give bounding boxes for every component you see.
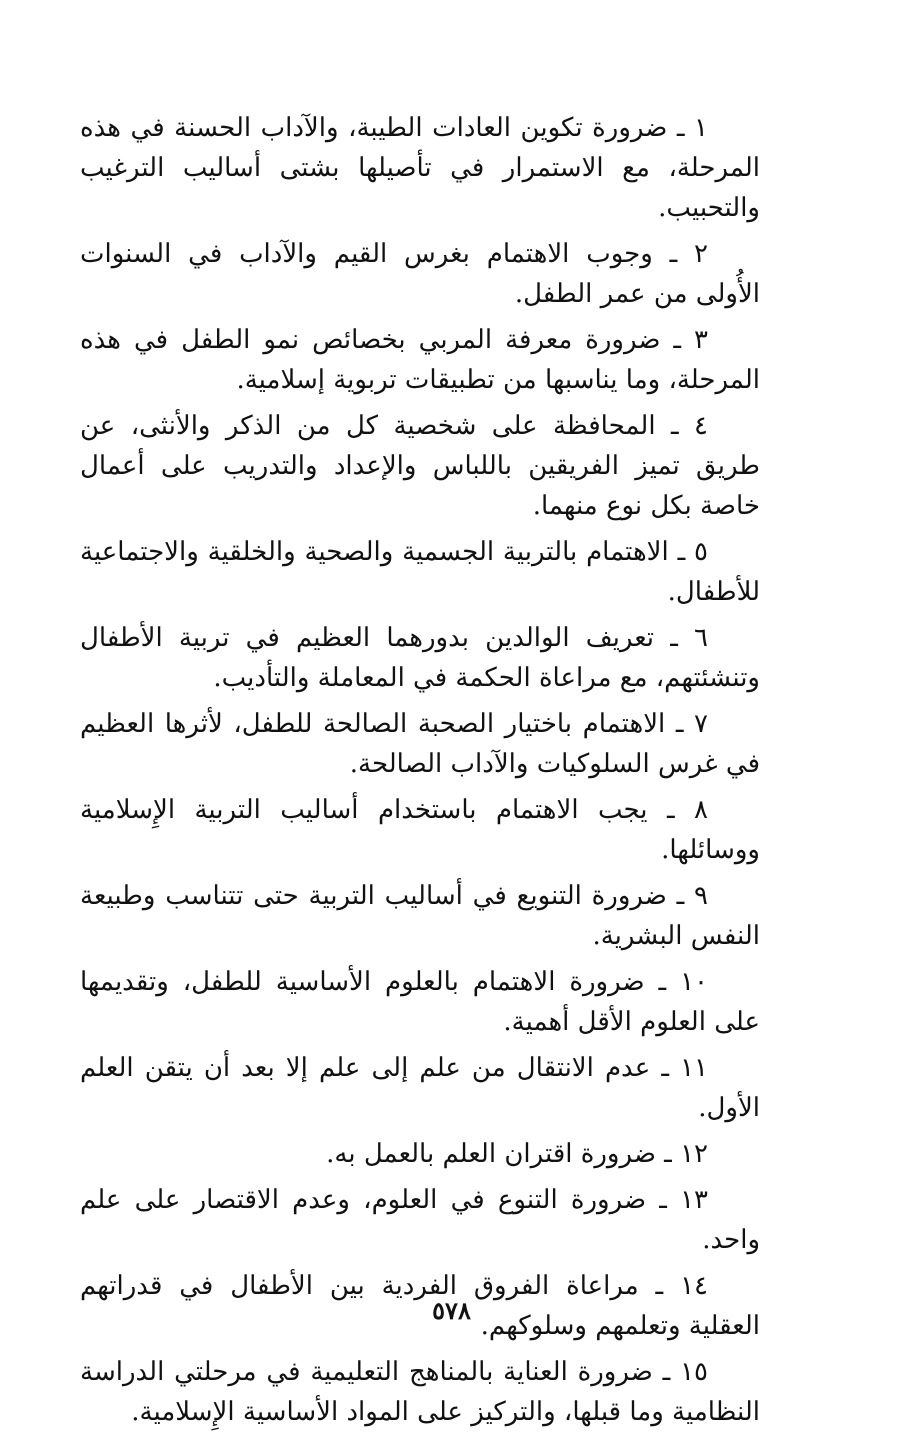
list-item: ٢ ـ وجوب الاهتمام بغرس القيم والآداب في السنوات الأُولى من عمر الطفل. — [80, 239, 760, 309]
list-item: ٨ ـ يجب الاهتمام باستخدام أساليب التربية الإِسلامية ووسائلها. — [80, 795, 760, 865]
list-item: ١ ـ ضرورة تكوين العادات الطيبة، والآداب الحسنة في هذه المرحلة، مع الاستمرار في تأصيلها بشتى أساليب الترغيب والتحبيب. — [80, 113, 760, 223]
list-item: ٦ ـ تعريف الوالدين بدورهما العظيم في تربية الأطفال وتنشئتهم، مع مراعاة الحكمة في المعاملة والتأديب. — [80, 623, 760, 693]
list-item: ١٠ ـ ضرورة الاهتمام بالعلوم الأساسية للطفل، وتقديمها على العلوم الأقل أهمية. — [80, 967, 760, 1037]
list-item: ١٤ ـ مراعاة الفروق الفردية بين الأطفال في قدراتهم العقلية وتعلمهم وسلوكهم. — [80, 1271, 760, 1341]
list-item: ٩ ـ ضرورة التنويع في أساليب التربية حتى تتناسب وطبيعة النفس البشرية. — [80, 881, 760, 951]
list-item: ١١ ـ عدم الانتقال من علم إلى علم إلا بعد أن يتقن العلم الأول. — [80, 1053, 760, 1123]
list-item: ١٣ ـ ضرورة التنوع في العلوم، وعدم الاقتصار على علم واحد. — [80, 1185, 760, 1255]
list-item: ٣ ـ ضرورة معرفة المربي بخصائص نمو الطفل في هذه المرحلة، وما يناسبها من تطبيقات تربوية إسلامية. — [80, 325, 760, 395]
page-number: ٥٧٨ — [432, 1296, 471, 1325]
list-item: ٧ ـ الاهتمام باختيار الصحبة الصالحة للطفل، لأثرها العظيم في غرس السلوكيات والآداب الصالحة. — [80, 709, 760, 779]
recommendations-list — [80, 108, 760, 1438]
list-item: ١٢ ـ ضرورة اقتران العلم بالعمل به. — [326, 1139, 708, 1169]
list-item: ١٥ ـ ضرورة العناية بالمناهج التعليمية في مرحلتي الدراسة النظامية وما قبلها، والتركيز على المواد الأساسية الإِسلامية. — [80, 1357, 760, 1427]
list-item: ٥ ـ الاهتمام بالتربية الجسمية والصحية والخلقية والاجتماعية للأطفال. — [80, 537, 760, 607]
list-item: ٤ ـ المحافظة على شخصية كل من الذكر والأنثى، عن طريق تميز الفريقين باللباس والإعداد والتدريب على أعمال خاصة بكل نوع منهما. — [80, 411, 760, 521]
